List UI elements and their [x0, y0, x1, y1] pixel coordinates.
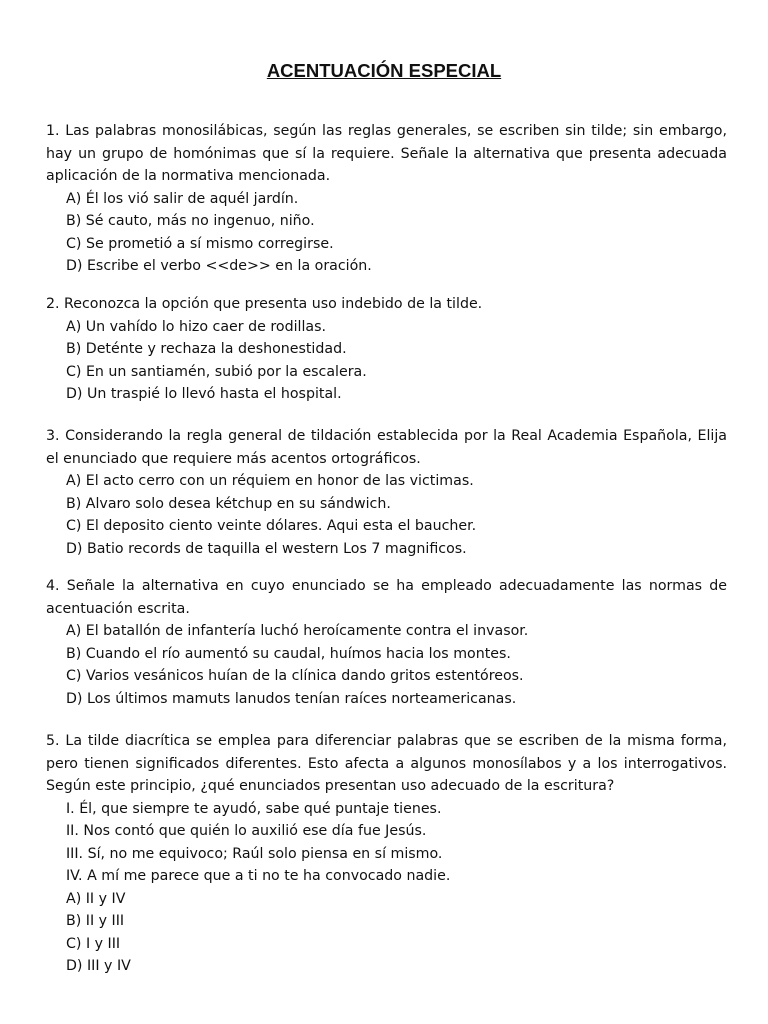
option-item: C) Varios vesánicos huían de la clínica dando gritos estentóreos. [66, 668, 524, 684]
option-item: A) El acto cerro con un réquiem en honor de las victimas. [66, 473, 474, 489]
option-item: C) Se prometió a sí mismo corregirse. [66, 235, 334, 252]
option-item: B) Sé cauto, más no ingenuo, niño. [66, 213, 315, 229]
question-stem: 4. Señale la alternativa en cuyo enunciado se ha empleado adecuadamente las normas de acentuación escrita. [46, 578, 727, 617]
statement-item: IV. A mí me parece que a ti no te ha convocado nadie. [66, 868, 451, 884]
question-stem: 2. Reconozca la opción que presenta uso indebido de la tilde. [46, 296, 483, 312]
statement-item: II. Nos contó que quién lo auxilió ese día fue Jesús. [66, 823, 427, 839]
statement-item: I. Él, que siempre te ayudó, sabe qué puntaje tienes. [66, 800, 442, 817]
question-5 [46, 730, 727, 978]
question-3 [46, 425, 727, 560]
option-item: A) Un vahído lo hizo caer de rodillas. [66, 318, 326, 335]
option-item: D) Los últimos mamuts lanudos tenían raíces norteamericanas. [66, 690, 517, 707]
statement-item: III. Sí, no me equivoco; Raúl solo piensa en sí mismo. [66, 845, 443, 862]
option-item: B) II y III [66, 913, 125, 929]
option-item: D) III y IV [66, 958, 131, 974]
document-title: ACENTUACIÓN ESPECIAL [266, 60, 502, 81]
option-item: C) El deposito ciento veinte dólares. Aqui esta el baucher. [66, 518, 477, 534]
question-4 [46, 575, 727, 710]
option-item: A) Él los vió salir de aquél jardín. [66, 190, 299, 207]
option-item: C) En un santiamén, subió por la escalera. [66, 363, 367, 380]
question-stem: 3. Considerando la regla general de tildación establecida por la Real Academia Española, Elija el enunciado que requiere más acentos ortográficos. [46, 428, 727, 467]
option-item: A) El batallón de infantería luchó heroícamente contra el invasor. [66, 623, 529, 639]
question-stem: 5. La tilde diacrítica se emplea para diferenciar palabras que se escriben de la misma forma, pero tienen significados diferentes. Esto afecta a algunos monosílabos y a los interrogativos. Según este principio, ¿qué enunciados presentan uso adecuado de la escritura? [46, 733, 727, 794]
option-item: B) Cuando el río aumentó su caudal, huímos hacia los montes. [66, 645, 511, 662]
option-item: D) Batio records de taquilla el western Los 7 magnificos. [66, 540, 467, 557]
question-stem: 1. Las palabras monosilábicas, según las reglas generales, se escriben sin tilde; sin embargo, hay un grupo de homónimas que sí la requiere. Señale la alternativa que presenta adecuada aplicación de la normativa mencionada. [46, 123, 727, 184]
option-item: A) II y IV [66, 890, 126, 907]
option-item: D) Escribe el verbo <<de>> en la oración. [66, 258, 372, 274]
option-item: D) Un traspié lo llevó hasta el hospital. [66, 386, 342, 402]
option-item: C) I y III [66, 935, 121, 952]
option-item: B) Deténte y rechaza la deshonestidad. [66, 341, 347, 357]
question-2 [46, 293, 727, 406]
option-item: B) Alvaro solo desea kétchup en su sándwich. [66, 495, 391, 512]
question-1 [46, 120, 727, 278]
